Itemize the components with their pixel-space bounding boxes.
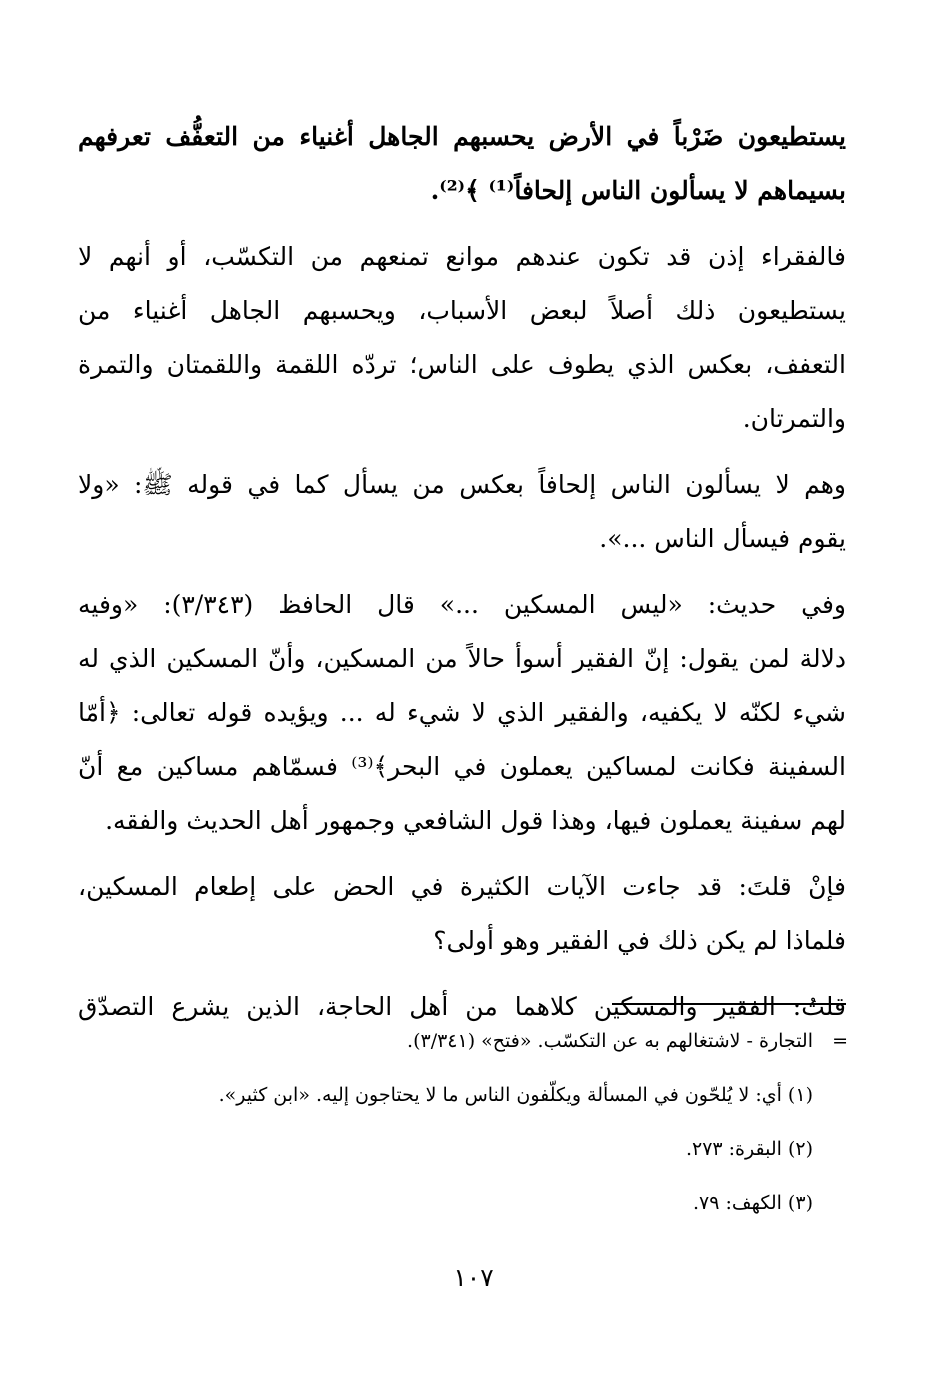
paragraph-3 <box>78 458 846 566</box>
text-line: بسيماهم لا يسألون الناس إلحافاً⁽¹⁾ ﴾⁽²⁾. <box>430 176 846 205</box>
text-line: فلماذا لم يكن ذلك في الفقير وهو أولى؟ <box>433 926 846 955</box>
continuation-marker: = <box>832 1030 848 1052</box>
paragraph-5 <box>78 860 846 968</box>
text-line: التعفف، بعكس الذي يطوف على الناس؛ تردّه اللقمة واللقمتان والتمرة <box>78 350 846 379</box>
text-line: فإنْ قلتَ: قد جاءت الآيات الكثيرة في الحض على إطعام المسكين، <box>78 872 846 901</box>
footnote-2: (٢) البقرة: ٢٧٣. <box>685 1138 813 1160</box>
paragraph-2 <box>78 230 846 446</box>
text-line: يقوم فيسأل الناس ...». <box>599 524 846 553</box>
footnote-1: (١) أي: لا يُلحّون في المسألة ويكلّفون الناس ما لا يحتاجون إليه. «ابن كثير». <box>218 1084 813 1106</box>
footnote-divider <box>612 1003 846 1005</box>
text-line: شيء لكنّه لا يكفيه، والفقير الذي لا شيء له ... ويؤيده قوله تعالى: ﴿أمّا <box>78 698 846 727</box>
text-line: يستطيعون ذلك أصلاً لبعض الأسباب، ويحسبهم الجاهل أغنياء من <box>78 296 846 325</box>
text-line: قلتُ: الفقير والمسكين كلاهما من أهل الحاجة، الذين يشرع التصدّق <box>78 992 846 1021</box>
text-line: وهم لا يسألون الناس إلحافاً بعكس من يسأل كما في قوله ﷺ: «ولا <box>78 470 846 499</box>
footnotes <box>78 1014 848 1230</box>
paragraph-4 <box>78 578 846 848</box>
text-line: يستطيعون ضَرْباً في الأرض يحسبهم الجاهل أغنياء من التعفُّف تعرفهم <box>78 122 846 151</box>
paragraph-1 <box>78 110 846 218</box>
text-line: فالفقراء إذن قد تكون عندهم موانع تمنعهم من التكسّب، أو أنهم لا <box>78 242 846 271</box>
text-line: والتمرتان. <box>742 404 846 433</box>
main-text <box>78 110 846 1034</box>
text-line: وفي حديث: «ليس المسكين ...» قال الحافظ (٣/٣٤٣): «وفيه <box>78 590 846 619</box>
text-line: دلالة لمن يقول: إنّ الفقير أسوأ حالاً من المسكين، وأنّ المسكين الذي له <box>78 644 846 673</box>
text-line: السفينة فكانت لمساكين يعملون في البحر﴾⁽³⁾ فسمّاهم مساكين مع أنّ <box>78 752 846 781</box>
page-number: ١٠٧ <box>453 1263 494 1292</box>
footnote-3: (٣) الكهف: ٧٩. <box>693 1192 813 1214</box>
text-line: لهم سفينة يعملون فيها، وهذا قول الشافعي وجمهور أهل الحديث والفقه. <box>105 806 846 835</box>
footnote-continuation: التجارة - لاشتغالهم به عن التكسّب. «فتح» (٣/٣٤١). <box>407 1030 813 1052</box>
